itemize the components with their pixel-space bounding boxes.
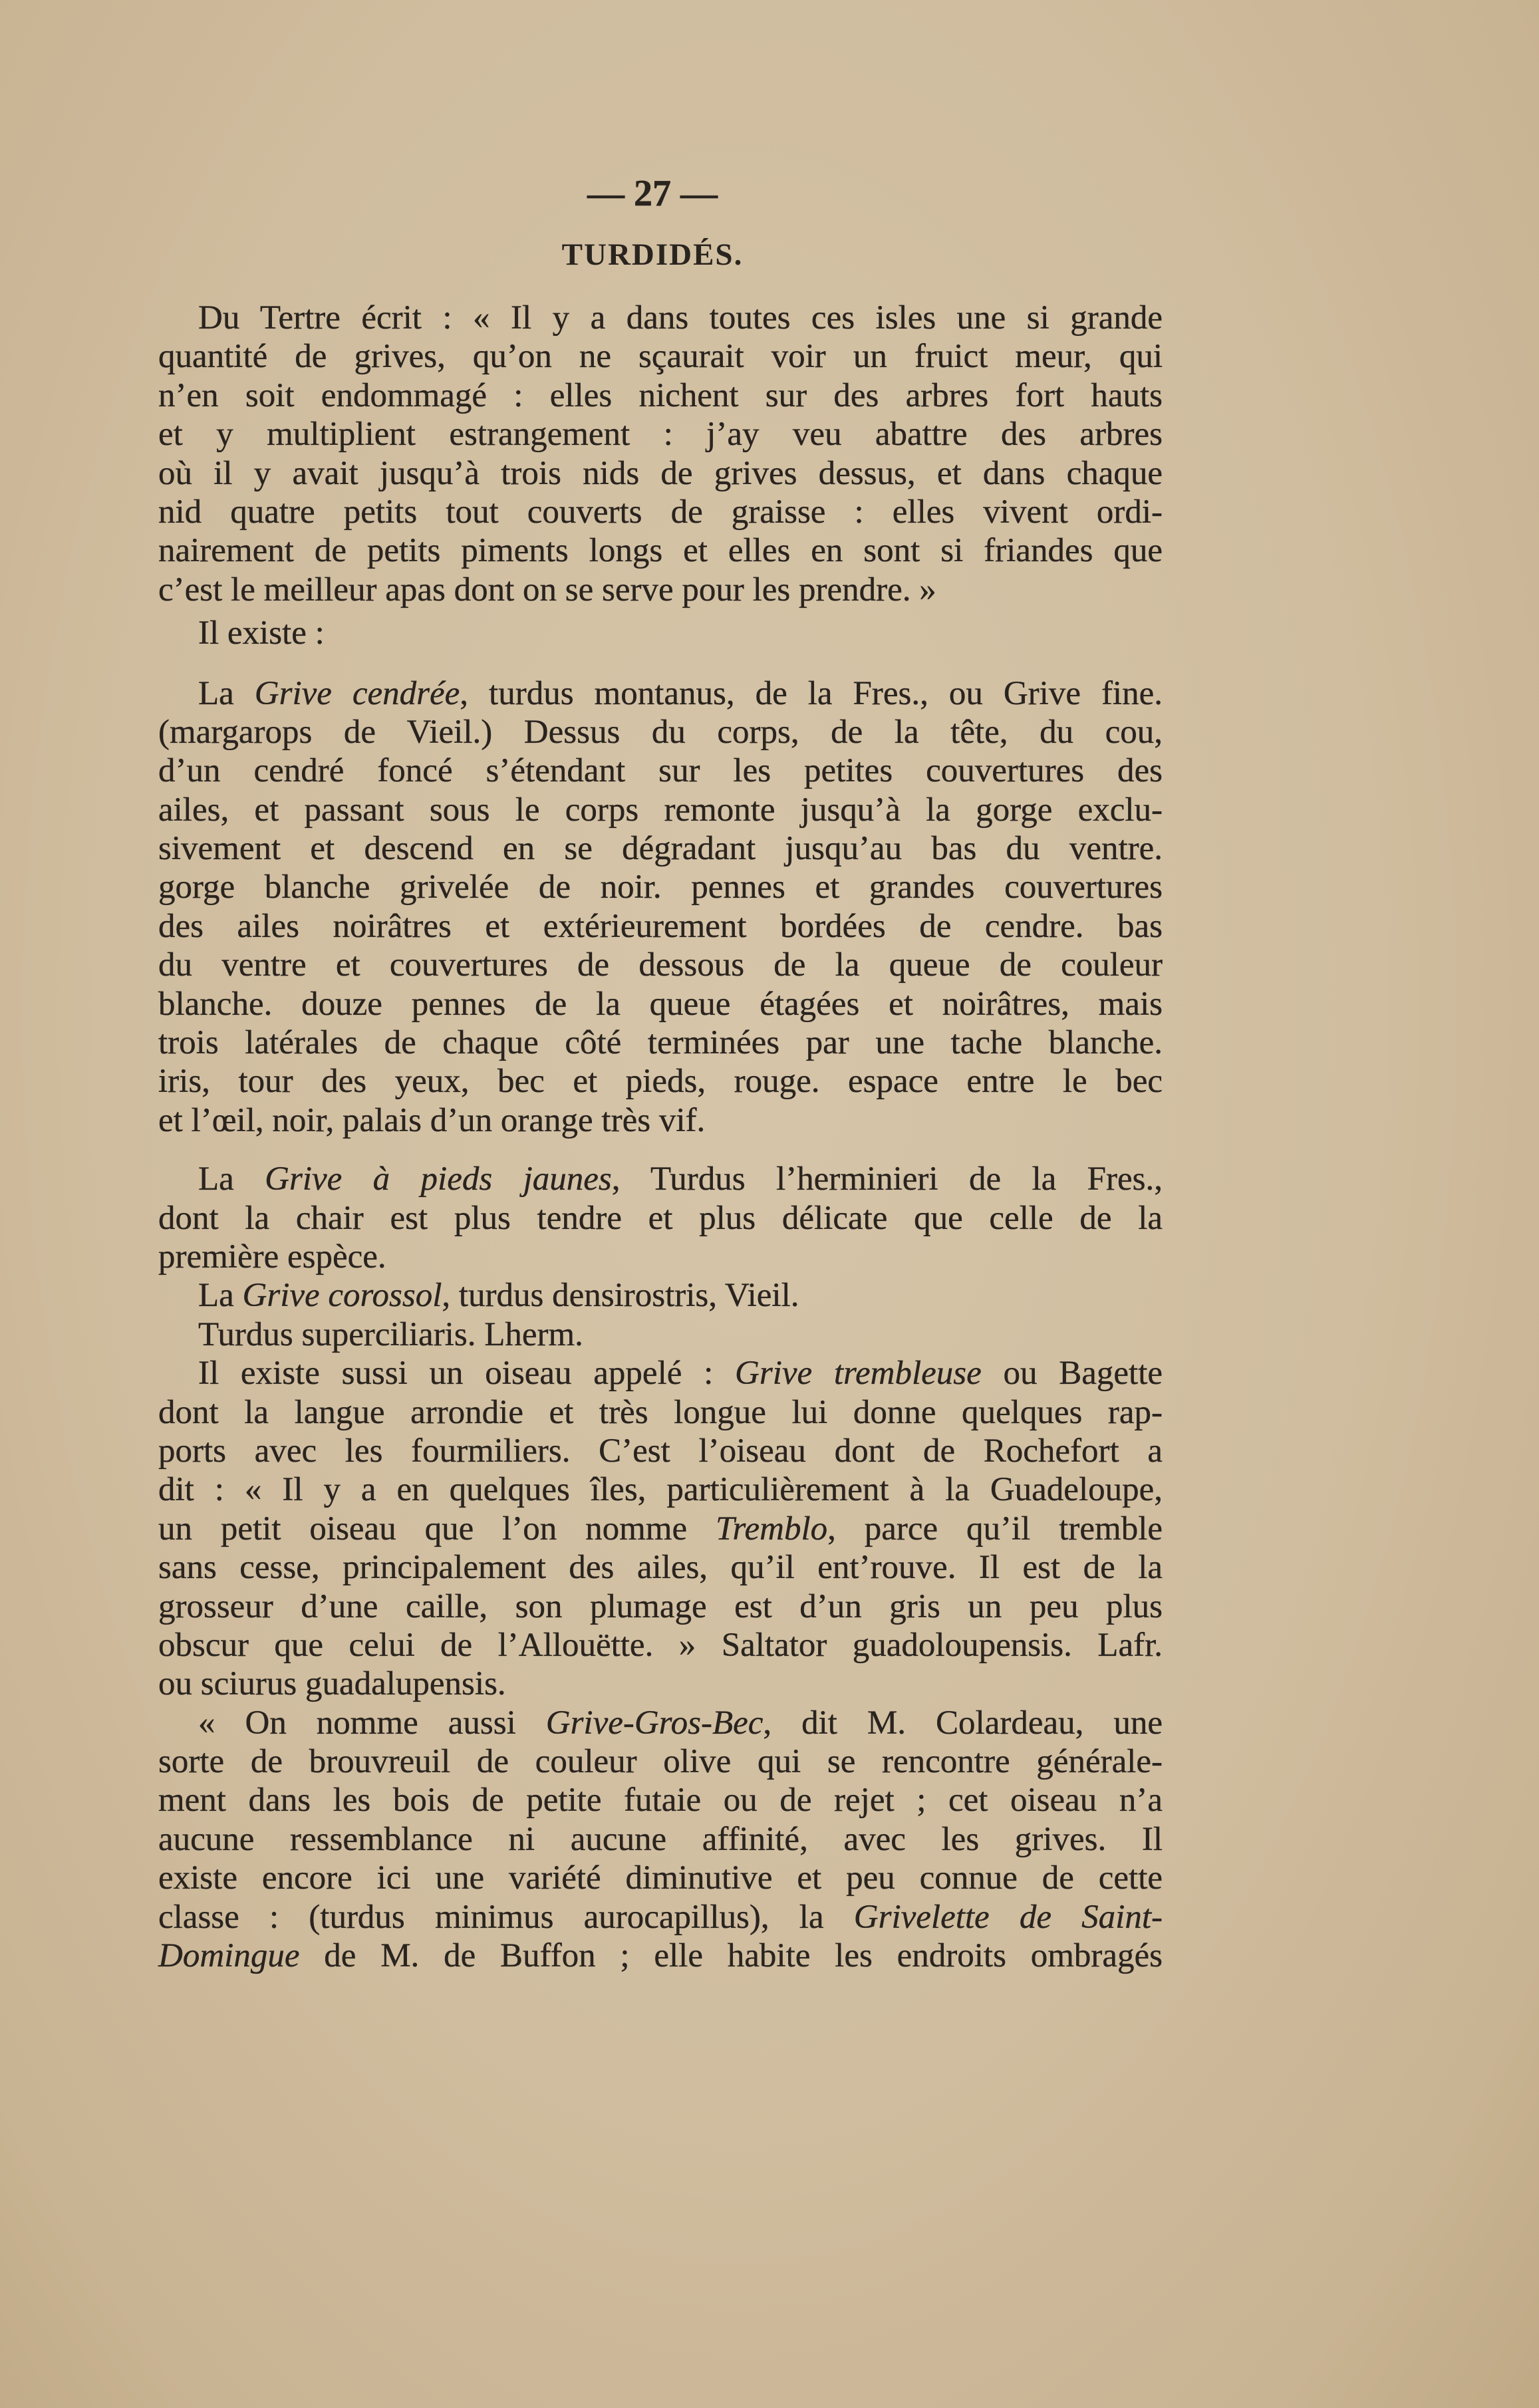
- text-line: [158, 415, 1163, 454]
- text-line: [158, 829, 1163, 868]
- text-line: [158, 907, 1163, 946]
- text-line: [158, 1898, 1163, 1937]
- text-segment: obscur que celui de l’Allouëtte. » Saltator guadoloupensis. Lafr.: [158, 1626, 1163, 1664]
- text-segment: et l’œil, noir, palais d’un orange très vif.: [158, 1101, 706, 1139]
- text-line: [158, 1432, 1163, 1470]
- text-line: [158, 751, 1163, 790]
- text-line: [158, 1781, 1163, 1819]
- text-segment: sorte de brouvreuil de couleur olive qui se rencontre générale-: [158, 1743, 1163, 1781]
- text-line: [158, 713, 1163, 751]
- text-line: [158, 571, 1163, 609]
- text-line: [158, 985, 1163, 1023]
- text-line: [158, 1062, 1163, 1101]
- text-line: [158, 1160, 1163, 1198]
- text-line: [158, 1548, 1163, 1587]
- text-line: [158, 1704, 1163, 1742]
- text-segment: La: [198, 1160, 265, 1198]
- text-segment: sans cesse, principalement des ailes, qu’il ent’rouve. Il est de la: [158, 1549, 1163, 1587]
- text-line: [158, 1626, 1163, 1665]
- text-segment: des ailes noirâtres et extérieurement bordées de cendre. bas: [158, 907, 1163, 945]
- text-segment: d’un cendré foncé s’étendant sur les petites couvertures des: [158, 752, 1163, 790]
- text-line: [158, 1276, 1163, 1315]
- text-segment: « On nomme aussi: [198, 1704, 546, 1742]
- paragraph: [158, 1315, 1163, 1354]
- text-segment: Il existe sussi un oiseau appelé :: [198, 1355, 736, 1393]
- body-text: [158, 299, 1163, 1975]
- text-segment: sivement et descend en se dégradant jusqu’au bas du ventre.: [158, 830, 1163, 868]
- text-line: [158, 493, 1163, 531]
- text-segment: La: [198, 1277, 243, 1315]
- text-segment: c’est le meilleur apas dont on se serve pour les prendre. »: [158, 571, 936, 608]
- text-segment: ment dans les bois de petite futaie ou de rejet ; cet oiseau n’a: [158, 1782, 1163, 1819]
- italic-text: Grive-Gros-Bec: [545, 1704, 764, 1742]
- text-line: [158, 1742, 1163, 1781]
- text-segment: et y multiplient estrangement : j’ay veu abattre des arbres: [158, 416, 1163, 454]
- text-line: [158, 1023, 1163, 1062]
- italic-text: Domingue: [158, 1937, 300, 1975]
- text-segment: ports avec les fourmiliers. C’est l’oiseau dont de Rochefort a: [158, 1432, 1163, 1470]
- text-segment: existe encore ici une variété diminutive et peu connue de cette: [158, 1859, 1163, 1897]
- text-segment: grosseur d’une caille, son plumage est d’un gris un peu plus: [158, 1587, 1163, 1625]
- italic-text: Grive à pieds jaunes: [265, 1160, 612, 1198]
- text-segment: première espèce.: [158, 1238, 386, 1275]
- text-line: [158, 791, 1163, 829]
- text-segment: , dit M. Colardeau, une: [763, 1704, 1163, 1742]
- text-line: [158, 1315, 1163, 1354]
- text-segment: du ventre et couvertures de dessous de la queue de couleur: [158, 946, 1163, 984]
- italic-text: Tremblo: [715, 1510, 828, 1547]
- italic-text: Grive cendrée: [254, 674, 460, 712]
- paragraph: [158, 1704, 1163, 1976]
- paragraph: [158, 299, 1163, 609]
- text-line: [158, 1820, 1163, 1859]
- text-segment: dit : « Il y a en quelques îles, particulièrement à la Guadeloupe,: [158, 1471, 1163, 1509]
- text-segment: ou Bagette: [981, 1355, 1163, 1393]
- text-line: [158, 1354, 1163, 1393]
- text-segment: Il existe :: [198, 614, 325, 652]
- text-segment: de M. de Buffon ; elle habite les endroits ombragés: [299, 1937, 1163, 1975]
- text-segment: ailes, et passant sous le corps remonte jusqu’à la gorge exclu-: [158, 791, 1163, 829]
- paragraph: [158, 614, 1163, 652]
- paragraph: [158, 1354, 1163, 1704]
- text-line: [158, 299, 1163, 337]
- text-segment: , turdus montanus, de la Fres., ou Grive fine.: [460, 674, 1163, 712]
- text-line: [158, 337, 1163, 376]
- text-line: [158, 1665, 1163, 1703]
- text-segment: aucune ressemblance ni aucune affinité, avec les grives. Il: [158, 1820, 1163, 1858]
- text-segment: trois latérales de chaque côté terminées par une tache blanche.: [158, 1024, 1163, 1062]
- text-segment: où il y avait jusqu’à trois nids de grives dessus, et dans chaque: [158, 454, 1163, 492]
- text-line: [158, 1393, 1163, 1432]
- section-heading: TURDIDÉS.: [561, 237, 744, 272]
- text-segment: iris, tour des yeux, bec et pieds, rouge. espace entre le bec: [158, 1063, 1163, 1101]
- text-line: [158, 946, 1163, 984]
- text-segment: gorge blanche grivelée de noir. pennes et grandes couvertures: [158, 869, 1163, 906]
- text-line: [158, 868, 1163, 906]
- italic-text: Grivelette de Saint-: [853, 1898, 1163, 1936]
- text-segment: blanche. douze pennes de la queue étagées et noirâtres, mais: [158, 985, 1163, 1023]
- text-segment: dont la chair est plus tendre et plus délicate que celle de la: [158, 1199, 1163, 1237]
- text-segment: , turdus densirostris, Vieil.: [442, 1277, 799, 1315]
- text-segment: n’en soit endommagé : elles nichent sur des arbres fort hauts: [158, 376, 1163, 414]
- text-segment: dont la langue arrondie et très longue lui donne quelques rap-: [158, 1393, 1163, 1431]
- italic-text: Grive corossol: [242, 1277, 442, 1315]
- text-segment: nairement de petits piments longs et elles en sont si friandes que: [158, 532, 1163, 570]
- page-number: — 27 —: [587, 173, 718, 214]
- text-segment: ou sciurus guadalupensis.: [158, 1665, 506, 1703]
- text-line: [158, 454, 1163, 493]
- text-segment: un petit oiseau que l’on nomme: [158, 1510, 716, 1547]
- text-line: [158, 1510, 1163, 1548]
- text-line: [158, 1859, 1163, 1897]
- text-segment: (margarops de Vieil.) Dessus du corps, de la tête, du cou,: [158, 713, 1163, 751]
- text-line: [158, 376, 1163, 415]
- text-line: [158, 1199, 1163, 1238]
- text-segment: , Turdus l’herminieri de la Fres.,: [611, 1160, 1163, 1198]
- paragraph: [158, 674, 1163, 1140]
- italic-text: Grive trembleuse: [735, 1355, 982, 1393]
- text-line: [158, 1937, 1163, 1975]
- text-line: [158, 1587, 1163, 1626]
- text-line: [158, 531, 1163, 570]
- text-line: [158, 1470, 1163, 1509]
- text-segment: quantité de grives, qu’on ne sçaurait voir un fruict meur, qui: [158, 338, 1163, 376]
- text-line: [158, 1101, 1163, 1140]
- text-segment: , parce qu’il tremble: [827, 1510, 1163, 1547]
- text-segment: nid quatre petits tout couverts de graisse : elles vivent ordi-: [158, 493, 1163, 531]
- text-segment: Turdus superciliaris. Lherm.: [198, 1315, 583, 1353]
- text-line: [158, 1238, 1163, 1276]
- paragraph: [158, 1160, 1163, 1276]
- text-line: [158, 674, 1163, 713]
- text-line: [158, 614, 1163, 652]
- text-segment: classe : (turdus minimus aurocapillus), la: [158, 1898, 854, 1936]
- text-segment: Du Tertre écrit : « Il y a dans toutes ces isles une si grande: [198, 299, 1163, 336]
- paragraph: [158, 1276, 1163, 1315]
- text-segment: La: [198, 674, 255, 712]
